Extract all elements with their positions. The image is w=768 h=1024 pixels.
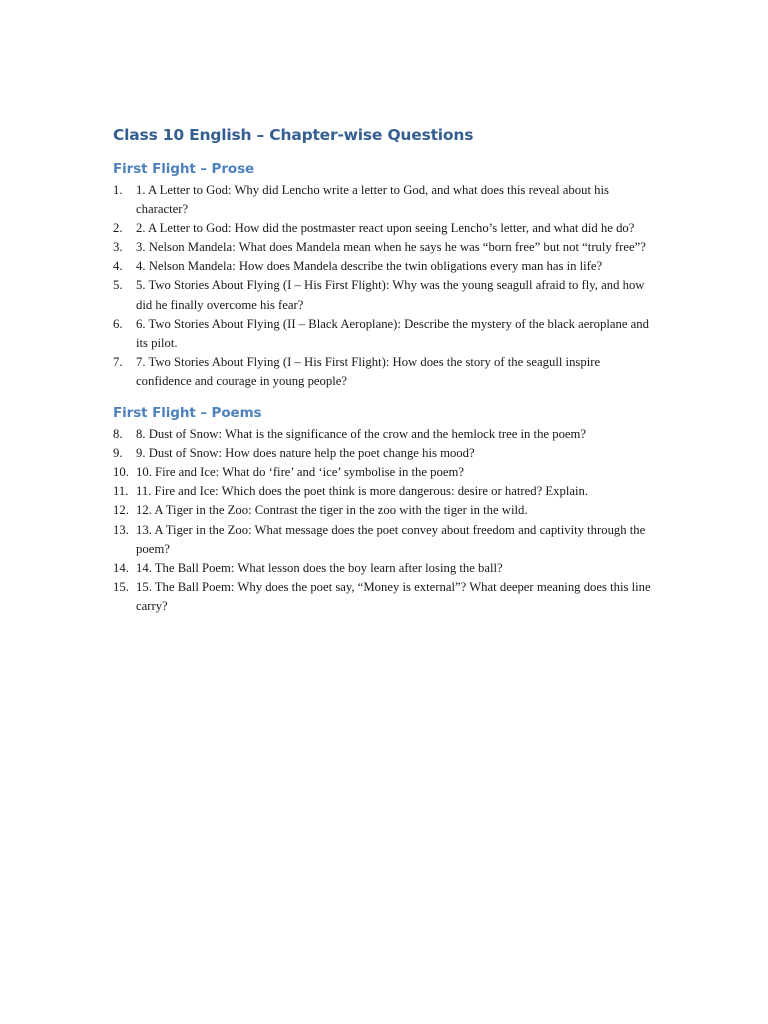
list-item-number: 10. [113, 465, 129, 480]
list-item-number: 15. [113, 579, 129, 594]
list-item [113, 501, 658, 520]
list-item-text: 4. Nelson Mandela: How does Mandela describe the twin obligations every man has in life? [136, 259, 603, 274]
list-item-text: 3. Nelson Mandela: What does Mandela mean when he says he was “born free” but not “truly free”? [136, 240, 646, 255]
list-item-text: 1. A Letter to God: Why did Lencho write a letter to God, and what does this reveal about his character? [136, 183, 609, 217]
list-item-number: 11. [113, 484, 129, 499]
list-item [113, 578, 658, 616]
list-item [113, 219, 658, 238]
document-body [113, 124, 658, 616]
list-item-number: 13. [113, 522, 129, 537]
list-item-text: 10. Fire and Ice: What do ‘fire’ and ‘ice’ symbolise in the poem? [136, 465, 464, 480]
list-item-text: 9. Dust of Snow: How does nature help the poet change his mood? [136, 446, 475, 461]
list-item [113, 353, 658, 391]
list-item-number: 9. [113, 446, 123, 461]
list-item-text: 13. A Tiger in the Zoo: What message does the poet convey about freedom and captivity through the poem? [136, 522, 646, 556]
list-item-text: 2. A Letter to God: How did the postmaster react upon seeing Lencho’s letter, and what did he do? [136, 221, 635, 236]
document-title: Class 10 English – Chapter-wise Questions [113, 126, 474, 144]
list-item-text: 12. A Tiger in the Zoo: Contrast the tiger in the zoo with the tiger in the wild. [136, 503, 528, 518]
list-item-number: 14. [113, 560, 129, 575]
list-item-text: 11. Fire and Ice: Which does the poet think is more dangerous: desire or hatred? Explain. [136, 484, 589, 499]
list-item [113, 238, 658, 257]
section-heading-poems: First Flight – Poems [113, 405, 262, 422]
list-item-number: 6. [113, 316, 123, 331]
list-item [113, 181, 658, 219]
list-item [113, 276, 658, 314]
list-item-text: 6. Two Stories About Flying (II – Black Aeroplane): Describe the mystery of the black aeroplane and its pilot. [136, 316, 649, 350]
list-item [113, 463, 658, 482]
list-item-number: 8. [113, 427, 123, 442]
list-item-text: 15. The Ball Poem: Why does the poet say, “Money is external”? What deeper meaning does this line carry? [136, 579, 651, 613]
list-item-number: 2. [113, 221, 123, 236]
list-item [113, 425, 658, 444]
question-list-poems [113, 425, 658, 616]
list-item [113, 559, 658, 578]
section-heading-prose: First Flight – Prose [113, 161, 255, 177]
list-item-number: 5. [113, 278, 123, 293]
list-item [113, 315, 658, 353]
question-list-prose [113, 181, 658, 391]
list-item [113, 521, 658, 559]
list-item-text: 5. Two Stories About Flying (I – His First Flight): Why was the young seagull afraid to fly, and how did he finally overcome his fear? [136, 278, 645, 312]
list-item [113, 257, 658, 276]
list-item [113, 444, 658, 463]
list-item-text: 7. Two Stories About Flying (I – His First Flight): How does the story of the seagull inspire confidence and courage in young people? [136, 354, 601, 388]
list-item-text: 8. Dust of Snow: What is the significance of the crow and the hemlock tree in the poem? [136, 427, 587, 442]
list-item-number: 4. [113, 259, 123, 274]
list-item-text: 14. The Ball Poem: What lesson does the boy learn after losing the ball? [136, 560, 503, 575]
list-item [113, 482, 658, 501]
list-item-number: 1. [113, 183, 123, 197]
list-item-number: 7. [113, 354, 123, 369]
list-item-number: 3. [113, 240, 123, 255]
list-item-number: 12. [113, 503, 129, 518]
